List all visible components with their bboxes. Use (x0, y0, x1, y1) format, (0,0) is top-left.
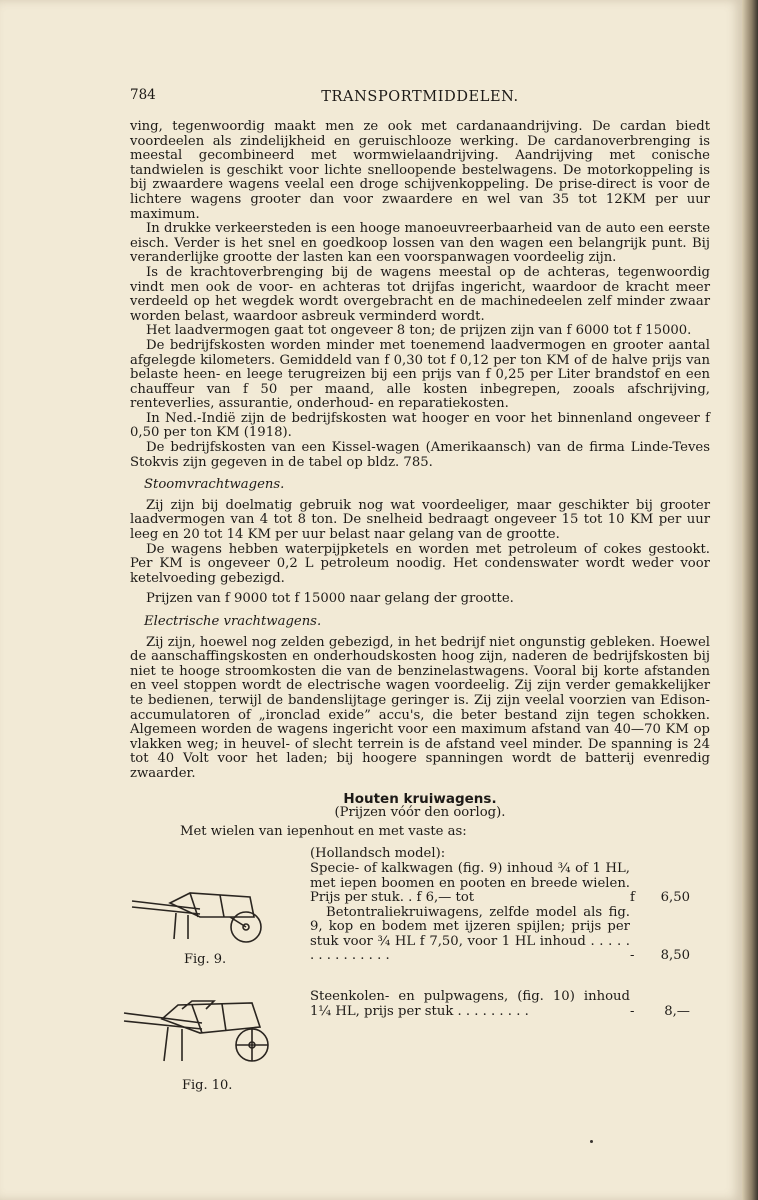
kruiwagens-heading: Houten kruiwagens. (343, 790, 497, 807)
paragraph: ving, tegenwoordig maakt men ze ook met cardanaandrijving. De cardan biedt voordeelen als zindelijkheid en geruischlooze werking. De cardanoverbrenging is meestal gecombineerd met wormwielaandrijving. Aandrijving met conische tandwielen is geschikt voor lichte snelloopende bestelwagens. De motorkoppeling is bij zwaardere wagens veelal een droge schijvenkoppeling. De prise-direct is voor de lichtere wagens grooter dan voor zwaardere en wel van 35 tot 12KM per uur maximum. (130, 119, 710, 222)
document-page (130, 88, 710, 1117)
page-number: 784 (130, 87, 156, 103)
speck (590, 1140, 593, 1143)
price-value: 8,50 (660, 948, 690, 964)
price-list (130, 847, 710, 1117)
price-item (310, 990, 690, 1019)
paragraph: De wagens hebben waterpijpketels en worden met petroleum of cokes gestookt. Per KM is ongeveer 0,2 L petroleum noodig. Het condenswater wordt weder voor ketelvoeding gebezigd. (130, 541, 710, 586)
paragraph: De bedrijfskosten worden minder met toenemend laadvermogen en grooter aantal afgelegde kilometers. Gemiddeld van f 0,30 tot f 0,12 per ton KM of de halve prijs van belaste heen- en leege terugreizen bij een prijs van f 0,25 per Liter brandstof en een chauffeur van f 50 per maand, alle kosten inbegrepen, zooals afschrijving, renteverlies, assurantie, onderhoud- en reparatiekosten. (130, 337, 710, 412)
wheelbarrow-fig9-image (130, 887, 280, 945)
model-label: (Hollandsch model): (310, 846, 446, 862)
price-currency: f (630, 890, 635, 906)
wheelbarrow-fig10-image (122, 999, 280, 1069)
running-header (130, 88, 710, 108)
paragraph: Is de krachtoverbrenging bij de wagens meestal op de achteras, tegenwoordig vindt men ook de voor- en achteras tot drijfas ingericht, waardoor de kracht meer verdeeld op het wegdek wordt overgebracht en de machinedeelen zelf minder zwaar worden belast, waardoor asbreuk verminderd wordt. (130, 264, 710, 324)
price-item-text: Specie- of kalkwagen (fig. 9) inhoud ¾ of 1 HL, met iepen boomen en pooten en breede wielen. Prijs per stuk. . f 6,— tot (310, 860, 630, 906)
price-value: 6,50 (660, 890, 690, 906)
book-edge (742, 0, 758, 1200)
section-heading-electric: Electrische vrachtwagens. (144, 614, 322, 629)
paragraph: Zij zijn, hoewel nog zelden gebezigd, in het bedrijf niet ongunstig gebleken. Hoewel de aanschaffingskosten en onderhoudskosten hoog zijn, naderen de bedrijfskosten bij niet te hooge stroomkosten die van de benzinelastwagens. Vooral bij korte afstanden en veel stoppen wordt de electrische wagen voordeelig. Zij zijn verder gemakkelijker te bedienen, terwijl de bandenslijtage geringer is. Zij zijn veelal voorzien van Edison-accumulatoren of „ironclad exide” accu's, die beter bestand zijn tegen schokken. Algemeen worden de wagens ingericht voor een maximum afstand van 40—70 KM op vlakken weg; in heuvel- of slecht terrein is de afstand veel minder. De spanning is 24 tot 40 Volt voor het laden; bij hoogere spanningen wordt de batterij evenredig zwaarder. (130, 634, 710, 781)
price-currency: - (630, 1003, 635, 1019)
running-title: TRANSPORTMIDDELEN. (321, 89, 519, 105)
paragraph: Het laadvermogen gaat tot ongeveer 8 ton; de prijzen zijn van f 6000 tot f 15000. (146, 323, 692, 339)
kruiwagens-intro: Met wielen van iepenhout en met vaste as: (180, 823, 467, 839)
price-currency: - (630, 948, 635, 964)
section-heading-steam: Stoomvrachtwagens. (144, 477, 285, 493)
figure-caption-10: Fig. 10. (182, 1078, 233, 1094)
kruiwagens-subheading: (Prijzen vóór den oorlog). (334, 805, 506, 821)
price-item-text: Betontraliekruiwagens, zelfde model als fig. 9, kop en bodem met ijzeren spijlen; prijs per stuk voor ¾ HL f 7,50, voor 1 HL inhoud . . . . . . . . . . . . . . . (310, 904, 630, 964)
price-item (310, 862, 690, 906)
paragraph: De bedrijfskosten van een Kissel-wagen (Amerikaansch) van de firma Linde-Teves Stokvis zijn gegeven in de tabel op bldz. 785. (130, 440, 710, 470)
paragraph: In drukke verkeersteden is een hooge manoeuvreerbaarheid van de auto een eerste eisch. Verder is het snel en goedkoop lossen van den wagen een belangrijk punt. Bij veranderlijke grootte der lasten kan een voorspanwagen voordeelig zijn. (130, 221, 710, 266)
price-list-column (310, 847, 690, 1019)
paragraph: Zij zijn bij doelmatig gebruik nog wat voordeeliger, maar geschikter bij grooter laadvermogen van 4 tot 8 ton. De snelheid bedraagt ongeveer 15 tot 10 KM per uur leeg en 20 tot 14 KM per uur belast naar gelang van de grootte. (130, 497, 710, 543)
price-item (310, 906, 690, 964)
price-value: 8,— (664, 1003, 690, 1019)
paragraph: In Ned.-Indië zijn de bedrijfskosten wat hooger en voor het binnenland ongeveer f 0,50 per ton KM (1918). (130, 410, 710, 441)
figure-caption-9: Fig. 9. (184, 952, 227, 968)
price-item-text: Steenkolen- en pulpwagens, (fig. 10) inhoud 1¼ HL, prijs per stuk . . . . . . . . . (310, 989, 630, 1019)
paragraph: Prijzen van f 9000 tot f 15000 naar gelang der grootte. (146, 591, 514, 607)
